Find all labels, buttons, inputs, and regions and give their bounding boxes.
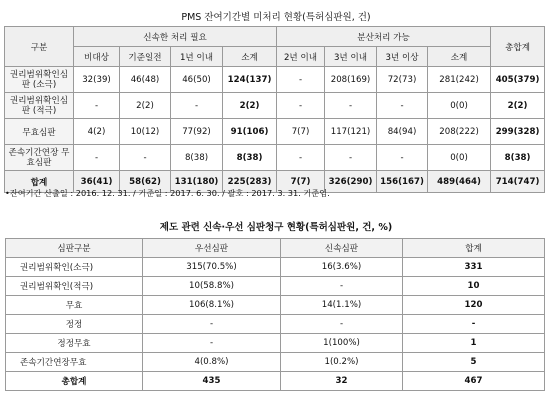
cell: 225(283): [223, 171, 277, 193]
table-row: [6, 277, 545, 296]
row-label: 권리범위확인심판 (적극): [5, 93, 74, 119]
cell: 4(2): [74, 119, 120, 145]
cell-total: 2(2): [491, 93, 545, 119]
total-label: 총합계: [6, 372, 143, 391]
cell: 315(70.5%): [143, 258, 281, 277]
header-sum: 합계: [403, 239, 545, 258]
cell: 7(7): [277, 171, 325, 193]
cell: -: [143, 315, 281, 334]
cell: 1(100%): [281, 334, 403, 353]
cell-total: 10: [403, 277, 545, 296]
subheader: 기준일전: [120, 47, 171, 67]
pms-backlog-table: [4, 26, 545, 193]
cell-total: 331: [403, 258, 545, 277]
cell: -: [325, 145, 377, 171]
row-label: 권리범위확인심판 (소극): [5, 67, 74, 93]
cell-total: 5: [403, 353, 545, 372]
cell-total: 120: [403, 296, 545, 315]
cell-total: 405(379): [491, 67, 545, 93]
header-group-required: 신속한 처리 필요: [74, 27, 277, 47]
cell: 10(12): [120, 119, 171, 145]
header-grand-total: 총합계: [491, 27, 545, 67]
table-row: [6, 315, 545, 334]
table-row: [6, 353, 545, 372]
header-trial-type: 심판구분: [6, 239, 143, 258]
table-total-row: [6, 372, 545, 391]
cell: 36(41): [74, 171, 120, 193]
cell: 2(2): [120, 93, 171, 119]
row-label: 권리범위확인(적극): [6, 277, 143, 296]
cell-subtotal: 91(106): [223, 119, 277, 145]
header-category: 구분: [5, 27, 74, 67]
cell-subtotal: 124(137): [223, 67, 277, 93]
subheader: 소계: [223, 47, 277, 67]
cell: 84(94): [377, 119, 428, 145]
cell-subtotal: 208(222): [428, 119, 491, 145]
header-priority-trial: 우선심판: [143, 239, 281, 258]
total-label: 합계: [5, 171, 74, 193]
subheader: 비대상: [74, 47, 120, 67]
cell: 10(58.8%): [143, 277, 281, 296]
cell: 435: [143, 372, 281, 391]
cell: 77(92): [171, 119, 223, 145]
row-label: 무효: [6, 296, 143, 315]
subheader: 2년 이내: [277, 47, 325, 67]
cell: 7(7): [277, 119, 325, 145]
cell: 1(0.2%): [281, 353, 403, 372]
cell: 4(0.8%): [143, 353, 281, 372]
cell: -: [277, 145, 325, 171]
cell: 46(48): [120, 67, 171, 93]
cell: 714(747): [491, 171, 545, 193]
table-row: [5, 67, 545, 93]
header-expedited-trial: 신속심판: [281, 239, 403, 258]
cell: 16(3.6%): [281, 258, 403, 277]
cell: 46(50): [171, 67, 223, 93]
cell-subtotal: 8(38): [223, 145, 277, 171]
table-row: [5, 145, 545, 171]
cell: 14(1.1%): [281, 296, 403, 315]
cell: 106(8.1%): [143, 296, 281, 315]
subheader: 3년 이상: [377, 47, 428, 67]
table1-note: •잔여기간 산출일 : 2016. 12. 31. / 기준일 : 2017. 6. 30. / 괄호 : 2017. 3. 31. 기준임.: [5, 188, 330, 198]
subheader: 3년 이내: [325, 47, 377, 67]
expedited-trial-table: [5, 238, 545, 391]
row-label: 존속기간연장무효: [6, 353, 143, 372]
table-row: [6, 258, 545, 277]
table-row: [6, 296, 545, 315]
cell: -: [74, 93, 120, 119]
cell: -: [281, 315, 403, 334]
cell-total: 8(38): [491, 145, 545, 171]
cell: -: [74, 145, 120, 171]
header-group-distribute: 분산처리 가능: [277, 27, 491, 47]
table-row: [6, 334, 545, 353]
table1-title: PMS 잔여기간별 미처리 현황(특허심판원, 건): [181, 12, 371, 23]
cell-subtotal: 0(0): [428, 93, 491, 119]
cell-subtotal: 0(0): [428, 145, 491, 171]
cell: 326(290): [325, 171, 377, 193]
cell-total: -: [403, 315, 545, 334]
cell: 467: [403, 372, 545, 391]
cell-total: 1: [403, 334, 545, 353]
subheader: 소계: [428, 47, 491, 67]
table2-title: 제도 관련 신속·우선 심판청구 현황(특허심판원, 건, %): [159, 222, 393, 233]
table-row: [5, 119, 545, 145]
cell-subtotal: 281(242): [428, 67, 491, 93]
cell: 208(169): [325, 67, 377, 93]
row-label: 존속기간연장 무효심판: [5, 145, 74, 171]
cell: -: [277, 93, 325, 119]
cell: 8(38): [171, 145, 223, 171]
table-row: [5, 93, 545, 119]
cell: 32: [281, 372, 403, 391]
cell: -: [120, 145, 171, 171]
cell: 156(167): [377, 171, 428, 193]
cell: 32(39): [74, 67, 120, 93]
cell: 489(464): [428, 171, 491, 193]
cell: -: [143, 334, 281, 353]
cell-subtotal: 2(2): [223, 93, 277, 119]
subheader: 1년 이내: [171, 47, 223, 67]
cell: -: [377, 145, 428, 171]
cell: -: [377, 93, 428, 119]
row-label: 권리범위확인(소극): [6, 258, 143, 277]
row-label: 정정: [6, 315, 143, 334]
row-label: 무효심판: [5, 119, 74, 145]
cell: 131(180): [171, 171, 223, 193]
cell: 72(73): [377, 67, 428, 93]
cell: 58(62): [120, 171, 171, 193]
cell: -: [171, 93, 223, 119]
cell: 117(121): [325, 119, 377, 145]
row-label: 정정무효: [6, 334, 143, 353]
cell-total: 299(328): [491, 119, 545, 145]
cell: -: [281, 277, 403, 296]
cell: -: [325, 93, 377, 119]
cell: -: [277, 67, 325, 93]
